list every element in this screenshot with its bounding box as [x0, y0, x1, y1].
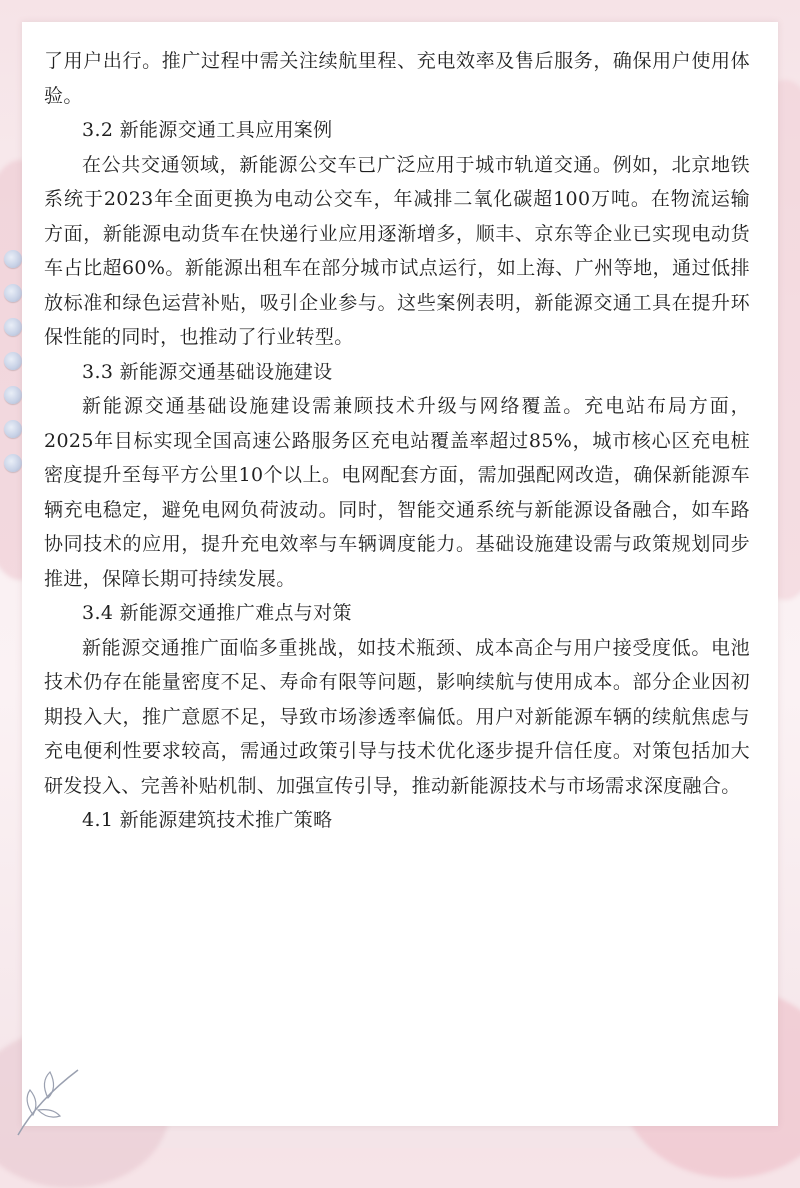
binder-ring-icon: [4, 284, 22, 302]
binder-ring-icon: [4, 250, 22, 268]
document-body: [44, 44, 750, 838]
binder-ring-icon: [4, 318, 22, 336]
binder-ring-icon: [4, 386, 22, 404]
intro-paragraph: 了用户出行。推广过程中需关注续航里程、充电效率及售后服务，确保用户使用体验。: [44, 50, 750, 107]
section-paragraph-3-3: 新能源交通基础设施建设需兼顾技术升级与网络覆盖。充电站布局方面，2025年目标实现全国高速公路服务区充电站覆盖率超过85%，城市核心区充电桩密度提升至每平方公里10个以上。电网配套方面，需加强配网改造，确保新能源车辆充电稳定，避免电网负荷波动。同时，智能交通系统与新能源设备融合，如车路协同技术的应用，提升充电效率与车辆调度能力。基础设施建设需与政策规划同步推进，保障长期可持续发展。: [44, 395, 750, 590]
leaf-decoration-icon: [8, 1050, 98, 1140]
section-heading-4-1: 4.1 新能源建筑技术推广策略: [82, 809, 333, 831]
binder-ring-icon: [4, 420, 22, 438]
binder-ring-icon: [4, 352, 22, 370]
section-heading-3-4: 3.4 新能源交通推广难点与对策: [82, 602, 352, 624]
section-paragraph-3-2: 在公共交通领域，新能源公交车已广泛应用于城市轨道交通。例如，北京地铁系统于2023年全面更换为电动公交车，年减排二氧化碳超100万吨。在物流运输方面，新能源电动货车在快递行业应用逐渐增多，顺丰、京东等企业已实现电动货车占比超60%。新能源出租车在部分城市试点运行，如上海、广州等地，通过低排放标准和绿色运营补贴，吸引企业参与。这些案例表明，新能源交通工具在提升环保性能的同时，也推动了行业转型。: [44, 153, 750, 348]
section-heading-3-3: 3.3 新能源交通基础设施建设: [82, 360, 333, 383]
section-heading-3-2: 3.2 新能源交通工具应用案例: [82, 119, 333, 141]
binder-ring-icon: [4, 454, 22, 472]
section-paragraph-3-4: 新能源交通推广面临多重挑战，如技术瓶颈、成本高企与用户接受度低。电池技术仍存在能量密度不足、寿命有限等问题，影响续航与使用成本。部分企业因初期投入大，推广意愿不足，导致市场渗透率偏低。用户对新能源车辆的续航焦虑与充电便利性要求较高，需通过政策引导与技术优化逐步提升信任度。对策包括加大研发投入、完善补贴机制、加强宣传引导，推动新能源技术与市场需求深度融合。: [44, 636, 750, 797]
